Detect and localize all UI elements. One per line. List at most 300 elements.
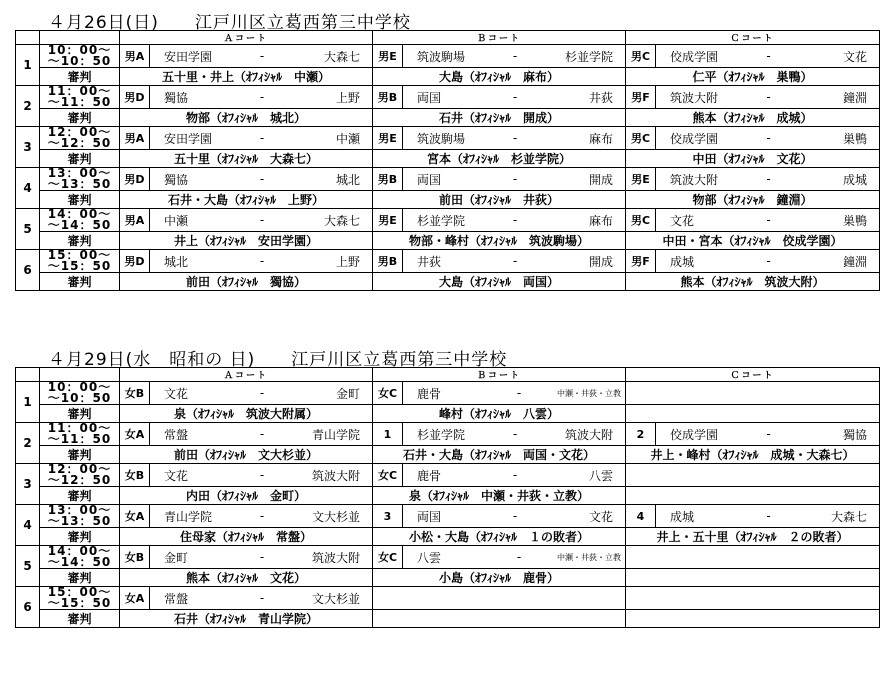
official-cell (626, 405, 880, 423)
match (120, 546, 372, 568)
match-cell (626, 587, 880, 610)
versus-dash: - (766, 427, 771, 441)
referee-row (16, 232, 880, 250)
match-cell (120, 382, 373, 405)
team-1: 常盤 (164, 591, 189, 606)
slot-number: 2 (16, 86, 40, 127)
slot-time (40, 546, 120, 569)
slot-time (40, 209, 120, 232)
referee-label: 審判 (40, 405, 120, 423)
referee-row (16, 528, 880, 546)
versus-dash: - (259, 131, 265, 145)
versus-dash: - (512, 90, 518, 104)
slot-row (16, 587, 880, 610)
team-2: 文花 (588, 509, 613, 524)
official-cell: 前田（ｵﾌｨｼｬﾙ 文大杉並） (120, 446, 373, 464)
match (373, 86, 625, 108)
match-cell (120, 250, 373, 273)
official-cell: 物部・峰村（ｵﾌｨｼｬﾙ 筑波駒場） (373, 232, 626, 250)
slot-end: ～12：50 (47, 473, 112, 487)
team-2: 上野 (335, 254, 360, 269)
team-2: 開成 (588, 254, 613, 269)
slot-number: 4 (16, 168, 40, 209)
slot-row (16, 86, 880, 109)
versus-dash: - (259, 90, 265, 104)
slot-number: 6 (16, 587, 40, 628)
team-1: 佼成学園 (670, 427, 719, 442)
team-2: 巣鴨 (842, 131, 867, 146)
slot-row (16, 382, 880, 405)
referee-label: 審判 (40, 528, 120, 546)
match (120, 587, 372, 609)
versus-dash: - (766, 131, 771, 145)
team-1: 鹿骨 (417, 386, 442, 401)
court-header: Ｃコート (626, 31, 880, 45)
team-2: 獨協 (842, 427, 867, 442)
group-label: 男C (626, 45, 656, 67)
versus-dash: - (766, 213, 771, 227)
match-cell (626, 423, 880, 446)
group-label: 男B (373, 86, 403, 108)
slot-end: ～15：50 (47, 259, 112, 273)
team-1: 安田学園 (164, 49, 213, 64)
versus-dash: - (259, 49, 265, 63)
team-1: 獨協 (164, 90, 189, 105)
match (626, 423, 879, 445)
versus-dash: - (259, 254, 265, 268)
match-cell (626, 209, 880, 232)
versus-dash: - (259, 172, 265, 186)
slot-row (16, 168, 880, 191)
team-2: 麻布 (588, 213, 613, 228)
match (120, 250, 372, 272)
slot-end: ～14：50 (47, 218, 112, 232)
match (120, 209, 372, 231)
official-cell (626, 610, 880, 628)
day2-title: ４月29日(水 昭和の 日) 江戸川区立葛西第三中学校 (48, 350, 508, 370)
team-1: 青山学院 (164, 509, 213, 524)
official-cell: 小松・大島（ｵﾌｨｼｬﾙ １の敗者） (373, 528, 626, 546)
match (373, 505, 625, 527)
match (373, 45, 625, 67)
team-1: 両国 (417, 172, 442, 187)
slot-number: 5 (16, 546, 40, 587)
versus-dash: - (512, 213, 518, 227)
referee-row (16, 569, 880, 587)
versus-dash: - (259, 591, 265, 605)
match-cell (373, 587, 626, 610)
team-2: 青山学院 (311, 427, 360, 442)
referee-label: 審判 (40, 610, 120, 628)
team-2: 大森七 (830, 509, 867, 524)
official-cell: 中田（ｵﾌｨｼｬﾙ 文花） (626, 150, 880, 168)
day1-schedule-table (15, 30, 880, 291)
slot-time (40, 505, 120, 528)
versus-dash: - (512, 254, 518, 268)
versus-dash: - (512, 172, 518, 186)
team-2: 杉並学院 (564, 49, 613, 64)
official-cell: 住母家（ｵﾌｨｼｬﾙ 常盤） (120, 528, 373, 546)
header-blank (40, 368, 120, 382)
referee-row (16, 191, 880, 209)
official-cell: 宮本（ｵﾌｨｼｬﾙ 杉並学院） (373, 150, 626, 168)
group-label: 男E (626, 168, 656, 190)
slot-row (16, 546, 880, 569)
team-1: 文花 (164, 386, 189, 401)
match-cell (626, 45, 880, 68)
team-2: 井荻 (588, 90, 613, 105)
group-label: 男A (120, 45, 150, 67)
referee-row (16, 405, 880, 423)
referee-row (16, 610, 880, 628)
slot-start: 15：00～ (47, 586, 112, 599)
match-cell (120, 86, 373, 109)
match-cell (120, 546, 373, 569)
official-cell: 熊本（ｵﾌｨｼｬﾙ 成城） (626, 109, 880, 127)
court-header: Ｃコート (626, 368, 880, 382)
match (373, 382, 625, 404)
match-cell (373, 505, 626, 528)
team-2: 開成 (588, 172, 613, 187)
match-cell (626, 505, 880, 528)
match (626, 505, 879, 527)
group-label: 3 (373, 505, 403, 527)
referee-row (16, 446, 880, 464)
group-label: 男D (120, 250, 150, 272)
official-cell: 石井・大島（ｵﾌｨｼｬﾙ 上野） (120, 191, 373, 209)
official-cell: 泉（ｵﾌｨｼｬﾙ 筑波大附属） (120, 405, 373, 423)
team-2: 鐘淵 (842, 90, 867, 105)
official-cell (626, 487, 880, 505)
group-label: 男C (626, 127, 656, 149)
match-cell (373, 382, 626, 405)
slot-row (16, 464, 880, 487)
group-label: 女C (373, 382, 403, 404)
group-label: 2 (626, 423, 656, 445)
group-label: 男A (120, 209, 150, 231)
slot-number: 6 (16, 250, 40, 291)
match-cell (373, 464, 626, 487)
official-cell: 熊本（ｵﾌｨｼｬﾙ 文花） (120, 569, 373, 587)
slot-start: 13：00～ (47, 167, 112, 180)
versus-dash: - (259, 213, 265, 227)
team-1: 中瀬 (164, 213, 189, 228)
court-header: Ｂコート (373, 368, 626, 382)
match (373, 127, 625, 149)
team-1: 筑波大附 (670, 90, 719, 105)
match (120, 505, 372, 527)
versus-dash: - (512, 131, 518, 145)
match (120, 423, 372, 445)
versus-dash: - (516, 550, 522, 564)
team-1: 両国 (417, 90, 442, 105)
official-cell: 大島（ｵﾌｨｼｬﾙ 麻布） (373, 68, 626, 86)
referee-label: 審判 (40, 273, 120, 291)
referee-label: 審判 (40, 68, 120, 86)
slot-row (16, 209, 880, 232)
team-1: 文花 (164, 468, 189, 483)
official-cell: 内田（ｵﾌｨｼｬﾙ 金町） (120, 487, 373, 505)
court-header-row (16, 31, 880, 45)
group-label: 女B (120, 382, 150, 404)
official-cell: 石井（ｵﾌｨｼｬﾙ 開成） (373, 109, 626, 127)
versus-dash: - (512, 468, 518, 482)
slot-start: 13：00～ (47, 504, 112, 517)
team-2: 中瀬・井荻・立教 (557, 552, 621, 562)
versus-dash: - (512, 509, 518, 523)
group-label: 男C (626, 209, 656, 231)
slot-start: 12：00～ (47, 126, 112, 139)
header-blank (16, 31, 40, 45)
versus-dash: - (766, 254, 771, 268)
header-blank (40, 31, 120, 45)
slot-number: 1 (16, 45, 40, 86)
versus-dash: - (259, 550, 265, 564)
slot-row (16, 250, 880, 273)
team-1: 城北 (164, 254, 189, 269)
team-1: 獨協 (164, 172, 189, 187)
group-label: 男E (373, 127, 403, 149)
match-cell (626, 86, 880, 109)
versus-dash: - (516, 386, 522, 400)
match-cell (373, 250, 626, 273)
team-2: 筑波大附 (311, 550, 360, 565)
match-cell (373, 45, 626, 68)
match (373, 168, 625, 190)
team-2: 文大杉並 (311, 509, 360, 524)
slot-time (40, 127, 120, 150)
versus-dash: - (766, 90, 771, 104)
match (373, 546, 625, 568)
match (120, 168, 372, 190)
versus-dash: - (766, 49, 771, 63)
team-2: 金町 (335, 386, 360, 401)
team-2: 麻布 (588, 131, 613, 146)
group-label: 4 (626, 505, 656, 527)
referee-label: 審判 (40, 109, 120, 127)
match (626, 86, 879, 108)
slot-end: ～10：50 (47, 54, 112, 68)
official-cell: 五十里（ｵﾌｨｼｬﾙ 大森七） (120, 150, 373, 168)
referee-label: 審判 (40, 232, 120, 250)
group-label: 男F (626, 250, 656, 272)
match-cell (373, 546, 626, 569)
court-header: Ａコート (120, 31, 373, 45)
team-1: 杉並学院 (417, 427, 466, 442)
court-header-row (16, 368, 880, 382)
team-1: 佼成学園 (670, 131, 719, 146)
match (626, 209, 879, 231)
versus-dash: - (259, 386, 265, 400)
group-label: 男E (373, 45, 403, 67)
versus-dash: - (259, 468, 265, 482)
match (120, 86, 372, 108)
group-label: 男A (120, 127, 150, 149)
match (120, 45, 372, 67)
match-cell (626, 127, 880, 150)
slot-row (16, 505, 880, 528)
versus-dash: - (259, 427, 265, 441)
official-cell: 石井・大島（ｵﾌｨｼｬﾙ 両国・文花） (373, 446, 626, 464)
group-label: 女B (120, 546, 150, 568)
court-header: Ａコート (120, 368, 373, 382)
match (373, 209, 625, 231)
official-cell: 物部（ｵﾌｨｼｬﾙ 城北） (120, 109, 373, 127)
slot-end: ～11：50 (47, 432, 112, 446)
match-cell (373, 423, 626, 446)
team-2: 中瀬・井荻・立教 (557, 388, 621, 398)
referee-row (16, 150, 880, 168)
versus-dash: - (766, 172, 771, 186)
match-cell (373, 127, 626, 150)
team-1: 佼成学園 (670, 49, 719, 64)
official-cell: 中田・宮本（ｵﾌｨｼｬﾙ 佼成学園） (626, 232, 880, 250)
team-2: 成城 (842, 172, 867, 187)
slot-time (40, 587, 120, 610)
team-1: 井荻 (417, 254, 442, 269)
versus-dash: - (259, 509, 265, 523)
official-cell: 井上・峰村（ｵﾌｨｼｬﾙ 成城・大森七） (626, 446, 880, 464)
group-label: 男F (626, 86, 656, 108)
official-cell: 大島（ｵﾌｨｼｬﾙ 両国） (373, 273, 626, 291)
team-1: 文花 (670, 213, 695, 228)
group-label: 女A (120, 505, 150, 527)
slot-start: 11：00～ (47, 422, 112, 435)
day2-schedule-table (15, 367, 880, 628)
official-cell: 前田（ｵﾌｨｼｬﾙ 獨協） (120, 273, 373, 291)
match-cell (626, 464, 880, 487)
slot-row (16, 127, 880, 150)
versus-dash: - (512, 427, 518, 441)
official-cell: 泉（ｵﾌｨｼｬﾙ 中瀬・井荻・立教） (373, 487, 626, 505)
header-blank (16, 368, 40, 382)
referee-label: 審判 (40, 150, 120, 168)
match-cell (120, 587, 373, 610)
referee-label: 審判 (40, 191, 120, 209)
match (626, 168, 879, 190)
group-label: 1 (373, 423, 403, 445)
team-1: 筑波駒場 (417, 49, 466, 64)
match-cell (626, 250, 880, 273)
team-1: 安田学園 (164, 131, 213, 146)
match-cell (120, 209, 373, 232)
slot-start: 12：00～ (47, 463, 112, 476)
slot-row (16, 423, 880, 446)
match-cell (373, 168, 626, 191)
match (626, 45, 879, 67)
official-cell: 井上（ｵﾌｨｼｬﾙ 安田学園） (120, 232, 373, 250)
slot-time (40, 423, 120, 446)
official-cell: 前田（ｵﾌｨｼｬﾙ 井荻） (373, 191, 626, 209)
official-cell: 小島（ｵﾌｨｼｬﾙ 鹿骨） (373, 569, 626, 587)
team-1: 八雲 (417, 550, 442, 565)
slot-number: 3 (16, 464, 40, 505)
match (373, 464, 625, 486)
group-label: 女A (120, 587, 150, 609)
match-cell (120, 423, 373, 446)
match-cell (120, 168, 373, 191)
match-cell (626, 546, 880, 569)
match (373, 423, 625, 445)
court-header: Ｂコート (373, 31, 626, 45)
match-cell (120, 505, 373, 528)
slot-time (40, 168, 120, 191)
slot-row (16, 45, 880, 68)
slot-start: 11：00～ (47, 85, 112, 98)
slot-number: 1 (16, 382, 40, 423)
match-cell (120, 464, 373, 487)
slot-start: 10：00～ (47, 381, 112, 394)
slot-end: ～14：50 (47, 555, 112, 569)
official-cell: 井上・五十里（ｵﾌｨｼｬﾙ ２の敗者） (626, 528, 880, 546)
team-2: 巣鴨 (842, 213, 867, 228)
team-2: 筑波大附 (564, 427, 613, 442)
team-2: 文大杉並 (311, 591, 360, 606)
referee-row (16, 68, 880, 86)
slot-end: ～15：50 (47, 596, 112, 610)
slot-start: 14：00～ (47, 208, 112, 221)
team-1: 金町 (164, 550, 189, 565)
team-1: 鹿骨 (417, 468, 442, 483)
group-label: 男D (120, 168, 150, 190)
group-label: 男E (373, 209, 403, 231)
group-label: 女A (120, 423, 150, 445)
match-cell (626, 168, 880, 191)
slot-time (40, 382, 120, 405)
match-cell (120, 127, 373, 150)
match-cell (373, 86, 626, 109)
official-cell (626, 569, 880, 587)
team-1: 成城 (670, 509, 695, 524)
team-1: 成城 (670, 254, 695, 269)
official-cell: 熊本（ｵﾌｨｼｬﾙ 筑波大附） (626, 273, 880, 291)
referee-label: 審判 (40, 569, 120, 587)
slot-start: 10：00～ (47, 44, 112, 57)
versus-dash: - (512, 49, 518, 63)
referee-label: 審判 (40, 487, 120, 505)
match (120, 382, 372, 404)
official-cell: 峰村（ｵﾌｨｼｬﾙ 八雲） (373, 405, 626, 423)
match-cell (373, 209, 626, 232)
team-1: 両国 (417, 509, 442, 524)
team-1: 筑波大附 (670, 172, 719, 187)
slot-end: ～10：50 (47, 391, 112, 405)
match (626, 127, 879, 149)
team-2: 八雲 (588, 468, 613, 483)
team-1: 常盤 (164, 427, 189, 442)
group-label: 男B (373, 168, 403, 190)
official-cell: 仁平（ｵﾌｨｼｬﾙ 巣鴨） (626, 68, 880, 86)
referee-row (16, 487, 880, 505)
match (626, 250, 879, 272)
slot-time (40, 464, 120, 487)
referee-row (16, 273, 880, 291)
group-label: 男D (120, 86, 150, 108)
slot-number: 2 (16, 423, 40, 464)
official-cell: 五十里・井上（ｵﾌｨｼｬﾙ 中瀬） (120, 68, 373, 86)
group-label: 男B (373, 250, 403, 272)
official-cell: 石井（ｵﾌｨｼｬﾙ 青山学院） (120, 610, 373, 628)
match (120, 127, 372, 149)
official-cell (373, 610, 626, 628)
team-2: 上野 (335, 90, 360, 105)
slot-end: ～12：50 (47, 136, 112, 150)
match (120, 464, 372, 486)
team-2: 大森七 (323, 49, 360, 64)
group-label: 女C (373, 464, 403, 486)
team-2: 大森七 (323, 213, 360, 228)
team-1: 杉並学院 (417, 213, 466, 228)
